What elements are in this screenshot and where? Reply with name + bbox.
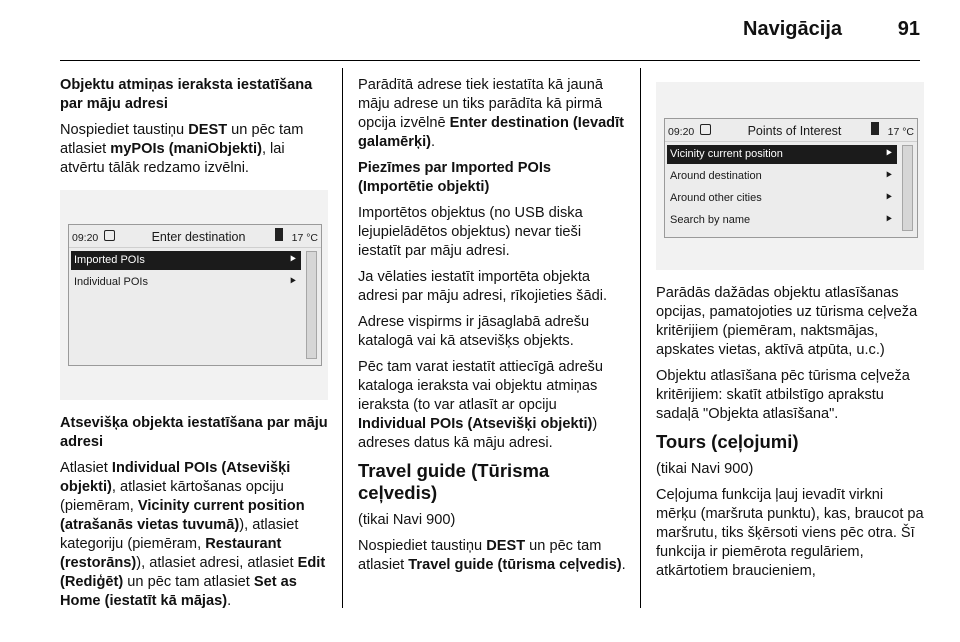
chevron-right-icon: ⯈	[288, 254, 297, 266]
mode-icon	[700, 124, 711, 135]
menu-item-individual-pois[interactable]: Individual POIs ⯈	[71, 273, 301, 292]
figure-enter-destination	[60, 190, 328, 400]
menu-item-around-other-cities[interactable]: Around other cities ⯈	[667, 189, 897, 208]
menu-item-imported-pois[interactable]: Imported POIs ⯈	[71, 251, 301, 270]
screen-points-of-interest	[664, 118, 918, 238]
column-divider-2	[640, 68, 641, 608]
column-divider-1	[342, 68, 343, 608]
menu-list	[71, 251, 301, 295]
scrollbar[interactable]	[306, 251, 317, 359]
menu-item-search-by-name[interactable]: Search by name ⯈	[667, 211, 897, 230]
temperature-readout: 17 °C	[291, 232, 318, 244]
screen-enter-destination	[68, 224, 322, 366]
temperature-readout: 17 °C	[887, 126, 914, 138]
paragraph-imported-pois-4: Pēc tam varat iestatīt attiecīgā adrešu kataloga ieraksta vai objektu atmiņas ieraksta (to var atlasīt ar opciju Individual POIs (Atsevišķi objekti)) adreses datus kā māju adresi.	[358, 359, 603, 451]
chevron-right-icon: ⯈	[884, 214, 893, 226]
screen-title: Enter destination	[151, 230, 246, 244]
screen-status-bar	[69, 225, 321, 248]
column-3	[656, 76, 924, 588]
thermometer-icon	[871, 122, 879, 135]
paragraph-imported-pois-2: Ja vēlaties iestatīt importēta objekta adresi par māju adresi, rīkojieties šādi.	[358, 269, 608, 304]
screen-status-bar	[665, 119, 917, 142]
page-section-title: Navigācija	[743, 18, 842, 40]
menu-item-vicinity[interactable]: Vicinity current position ⯈	[667, 145, 897, 164]
column-1	[60, 76, 328, 618]
paragraph-poi-options: Parādās dažādas objektu atlasīšanas opcijas, pamatojoties uz tūrisma ceļveža kritērijiem (piemēram, naktsmājas, apskates vietas, aktīvā atpūta, u.c.)	[656, 285, 918, 358]
heading-tours: Tours (ceļojumi)	[656, 431, 799, 452]
mode-icon	[104, 230, 115, 241]
clock-time: 09:20	[668, 126, 695, 138]
screen-title: Points of Interest	[747, 124, 842, 138]
chevron-right-icon: ⯈	[884, 192, 893, 204]
paragraph-imported-pois-3: Adrese vispirms ir jāsaglabā adrešu katalogā vai kā atsevišķs objekts.	[358, 314, 590, 349]
paragraph-individual-poi-steps: Atlasiet Individual POIs (Atsevišķi objekti), atlasiet kārtošanas opciju (piemēram, Vicinity current position (atrašanās vietas tuvumā)), atlasiet kategoriju (piemēram, Restaurant (restorāns)), atlasiet adresi, atlasiet Edit (Rediģēt) un pēc tam atlasiet Set as Home (iestatīt kā mājas).	[60, 460, 326, 609]
scrollbar[interactable]	[902, 145, 913, 231]
page-number: 91	[897, 18, 920, 40]
clock-time: 09:20	[72, 232, 99, 244]
heading-individual-poi-home: Atsevišķa objekta iestatīšana par māju adresi	[60, 415, 328, 450]
heading-imported-pois-notes: Piezīmes par Imported POIs (Importētie objekti)	[358, 160, 552, 195]
paragraph-home-address-set: Parādītā adrese tiek iestatīta kā jaunā māju adrese un tiks parādīta kā pirmā opcija izvēlnē Enter destination (Ievadīt galamērķi).	[358, 77, 625, 150]
thermometer-icon	[275, 228, 283, 241]
chevron-right-icon: ⯈	[884, 170, 893, 182]
paragraph-imported-pois-1: Importētos objektus (no USB diska lejupielādētos objektus) nevar tieši iestatīt par māju adresi.	[358, 205, 583, 259]
menu-item-around-destination[interactable]: Around destination ⯈	[667, 167, 897, 186]
menu-list	[667, 145, 897, 233]
figure-points-of-interest	[656, 82, 924, 270]
heading-home-poi: Objektu atmiņas ieraksta iestatīšana par māju adresi	[60, 77, 313, 112]
column-2	[358, 76, 628, 582]
chevron-right-icon: ⯈	[288, 276, 297, 288]
heading-travel-guide: Travel guide (Tūrisma ceļvedis)	[358, 460, 550, 503]
travel-guide-note: (tikai Navi 900)	[358, 512, 456, 528]
paragraph-tours: Ceļojuma funkcija ļauj ievadīt virkni mērķu (maršruta punktu), kas, braucot pa maršrutu, tiks šķērsoti viens pēc otra. Šī funkcija ir piemērota regulāriem, atkārtotiem braucieniem,	[656, 487, 924, 579]
header-divider	[60, 60, 920, 61]
paragraph-travel-guide: Nospiediet taustiņu DEST un pēc tam atlasiet Travel guide (tūrisma ceļvedis).	[358, 538, 626, 573]
tours-note: (tikai Navi 900)	[656, 461, 754, 477]
chevron-right-icon: ⯈	[884, 148, 893, 160]
paragraph-poi-selection: Objektu atlasīšana pēc tūrisma ceļveža kritērijiem: skatīt atbilstīgo aprakstu sadaļā "Objekta atlasīšana".	[656, 368, 910, 422]
paragraph-open-mypois: Nospiediet taustiņu DEST un pēc tam atlasiet myPOIs (maniObjekti), lai atvērtu tālāk redzamo izvēlni.	[60, 122, 304, 176]
